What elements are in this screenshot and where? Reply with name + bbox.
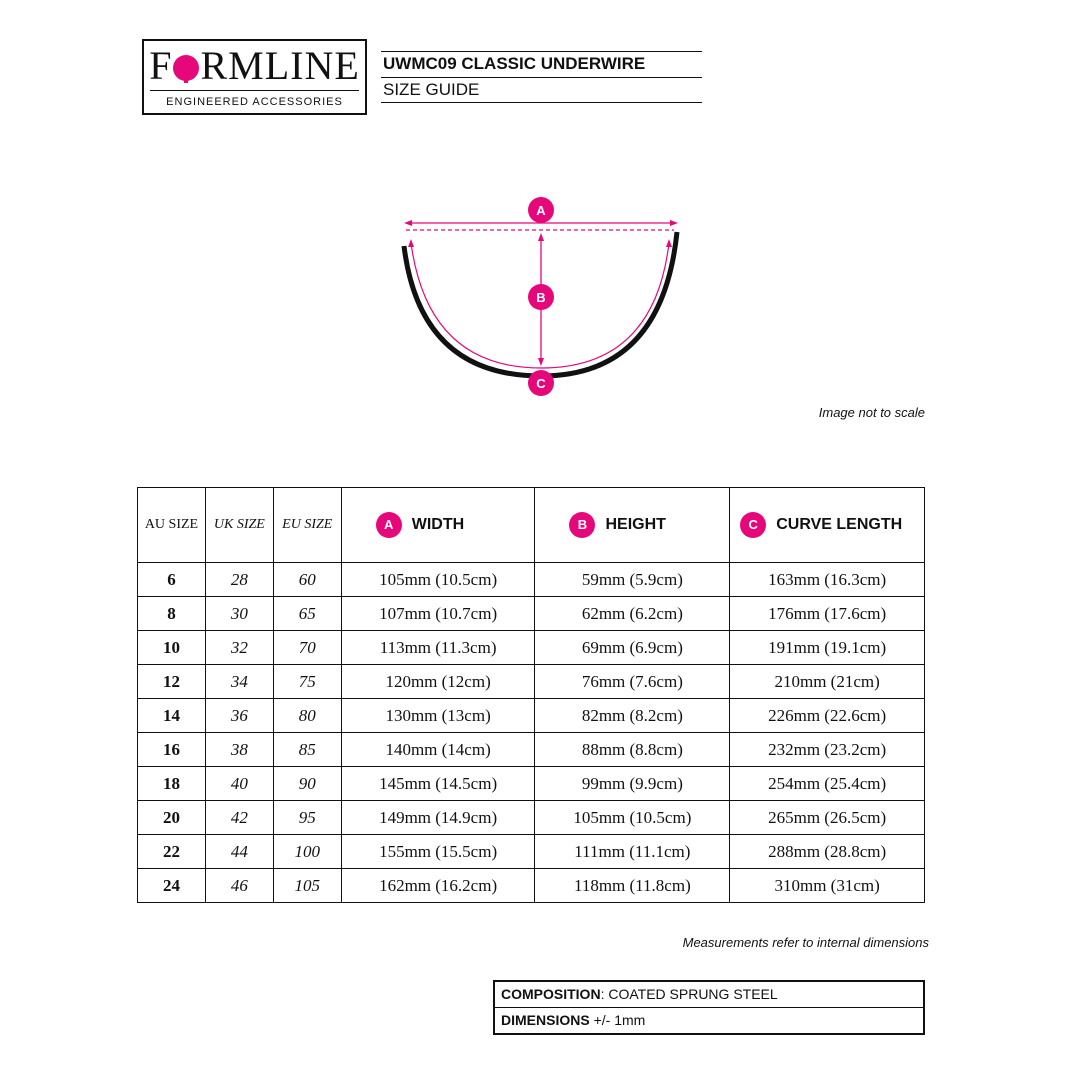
cell-eu-size: 95	[273, 801, 341, 835]
cell-au-size: 22	[138, 835, 206, 869]
cell-eu-size: 85	[273, 733, 341, 767]
header-au-size: AU SIZE	[138, 488, 206, 563]
brand-logo	[142, 39, 367, 115]
logo-o-pin-icon	[173, 55, 199, 81]
table-row	[138, 563, 925, 597]
cell-au-size: 20	[138, 801, 206, 835]
underwire-diagram	[380, 180, 700, 410]
logo-tagline: ENGINEERED ACCESSORIES	[166, 96, 343, 108]
cell-eu-size: 80	[273, 699, 341, 733]
cell-curve-length: 176mm (17.6cm)	[730, 597, 925, 631]
cell-curve-length: 232mm (23.2cm)	[730, 733, 925, 767]
cell-uk-size: 46	[205, 869, 273, 903]
cell-curve-length: 210mm (21cm)	[730, 665, 925, 699]
svg-text:B: B	[536, 290, 546, 305]
composition-row: COMPOSITION: COATED SPRUNG STEEL	[501, 986, 778, 1002]
cell-height: 59mm (5.9cm)	[535, 563, 730, 597]
cell-uk-size: 44	[205, 835, 273, 869]
header-height: B HEIGHT	[535, 488, 730, 563]
cell-height: 118mm (11.8cm)	[535, 869, 730, 903]
cell-au-size: 16	[138, 733, 206, 767]
table-row	[138, 665, 925, 699]
page-subtitle: SIZE GUIDE	[383, 80, 480, 99]
cell-uk-size: 34	[205, 665, 273, 699]
table-row	[138, 767, 925, 801]
spec-box	[493, 980, 925, 1035]
cell-au-size: 8	[138, 597, 206, 631]
label-b-badge	[528, 284, 554, 310]
cell-height: 105mm (10.5cm)	[535, 801, 730, 835]
cell-height: 62mm (6.2cm)	[535, 597, 730, 631]
badge-a-icon: A	[376, 512, 402, 538]
cell-uk-size: 28	[205, 563, 273, 597]
table-row	[138, 835, 925, 869]
badge-c-icon: C	[740, 512, 766, 538]
label-a-badge	[528, 197, 554, 223]
table-row	[138, 801, 925, 835]
table-header-row	[138, 488, 925, 563]
cell-curve-length: 288mm (28.8cm)	[730, 835, 925, 869]
cell-width: 140mm (14cm)	[341, 733, 535, 767]
cell-height: 111mm (11.1cm)	[535, 835, 730, 869]
cell-au-size: 18	[138, 767, 206, 801]
cell-height: 82mm (8.2cm)	[535, 699, 730, 733]
cell-height: 69mm (6.9cm)	[535, 631, 730, 665]
header-width: A WIDTH	[341, 488, 535, 563]
cell-uk-size: 40	[205, 767, 273, 801]
svg-text:C: C	[536, 376, 546, 391]
cell-eu-size: 65	[273, 597, 341, 631]
cell-width: 149mm (14.9cm)	[341, 801, 535, 835]
badge-b-icon: B	[569, 512, 595, 538]
cell-curve-length: 191mm (19.1cm)	[730, 631, 925, 665]
cell-au-size: 12	[138, 665, 206, 699]
logo-wordmark: F RMLINE	[149, 43, 360, 88]
cell-au-size: 14	[138, 699, 206, 733]
header-uk-size: UK SIZE	[205, 488, 273, 563]
cell-eu-size: 75	[273, 665, 341, 699]
cell-uk-size: 38	[205, 733, 273, 767]
not-to-scale-note: Image not to scale	[818, 405, 925, 420]
cell-width: 107mm (10.7cm)	[341, 597, 535, 631]
cell-width: 105mm (10.5cm)	[341, 563, 535, 597]
cell-width: 145mm (14.5cm)	[341, 767, 535, 801]
table-row	[138, 869, 925, 903]
cell-uk-size: 42	[205, 801, 273, 835]
cell-eu-size: 70	[273, 631, 341, 665]
title-block	[381, 51, 702, 103]
table-row	[138, 597, 925, 631]
cell-au-size: 10	[138, 631, 206, 665]
cell-curve-length: 226mm (22.6cm)	[730, 699, 925, 733]
dimensions-row: DIMENSIONS +/- 1mm	[495, 1007, 923, 1033]
cell-eu-size: 90	[273, 767, 341, 801]
table-row	[138, 699, 925, 733]
size-table	[137, 487, 925, 903]
svg-text:A: A	[536, 203, 546, 218]
cell-curve-length: 254mm (25.4cm)	[730, 767, 925, 801]
measurements-note: Measurements refer to internal dimensions	[682, 935, 929, 950]
table-row	[138, 733, 925, 767]
cell-width: 113mm (11.3cm)	[341, 631, 535, 665]
cell-height: 88mm (8.8cm)	[535, 733, 730, 767]
cell-au-size: 6	[138, 563, 206, 597]
cell-au-size: 24	[138, 869, 206, 903]
logo-divider	[150, 90, 359, 91]
header-curve-length: C CURVE LENGTH	[730, 488, 925, 563]
cell-eu-size: 100	[273, 835, 341, 869]
cell-eu-size: 60	[273, 563, 341, 597]
product-title: UWMC09 CLASSIC UNDERWIRE	[383, 54, 646, 73]
header-eu-size: EU SIZE	[273, 488, 341, 563]
cell-height: 99mm (9.9cm)	[535, 767, 730, 801]
cell-height: 76mm (7.6cm)	[535, 665, 730, 699]
cell-width: 130mm (13cm)	[341, 699, 535, 733]
cell-curve-length: 310mm (31cm)	[730, 869, 925, 903]
cell-uk-size: 30	[205, 597, 273, 631]
cell-uk-size: 36	[205, 699, 273, 733]
label-c-badge	[528, 370, 554, 396]
cell-curve-length: 265mm (26.5cm)	[730, 801, 925, 835]
cell-curve-length: 163mm (16.3cm)	[730, 563, 925, 597]
cell-uk-size: 32	[205, 631, 273, 665]
cell-width: 162mm (16.2cm)	[341, 869, 535, 903]
cell-eu-size: 105	[273, 869, 341, 903]
cell-width: 155mm (15.5cm)	[341, 835, 535, 869]
cell-width: 120mm (12cm)	[341, 665, 535, 699]
table-row	[138, 631, 925, 665]
